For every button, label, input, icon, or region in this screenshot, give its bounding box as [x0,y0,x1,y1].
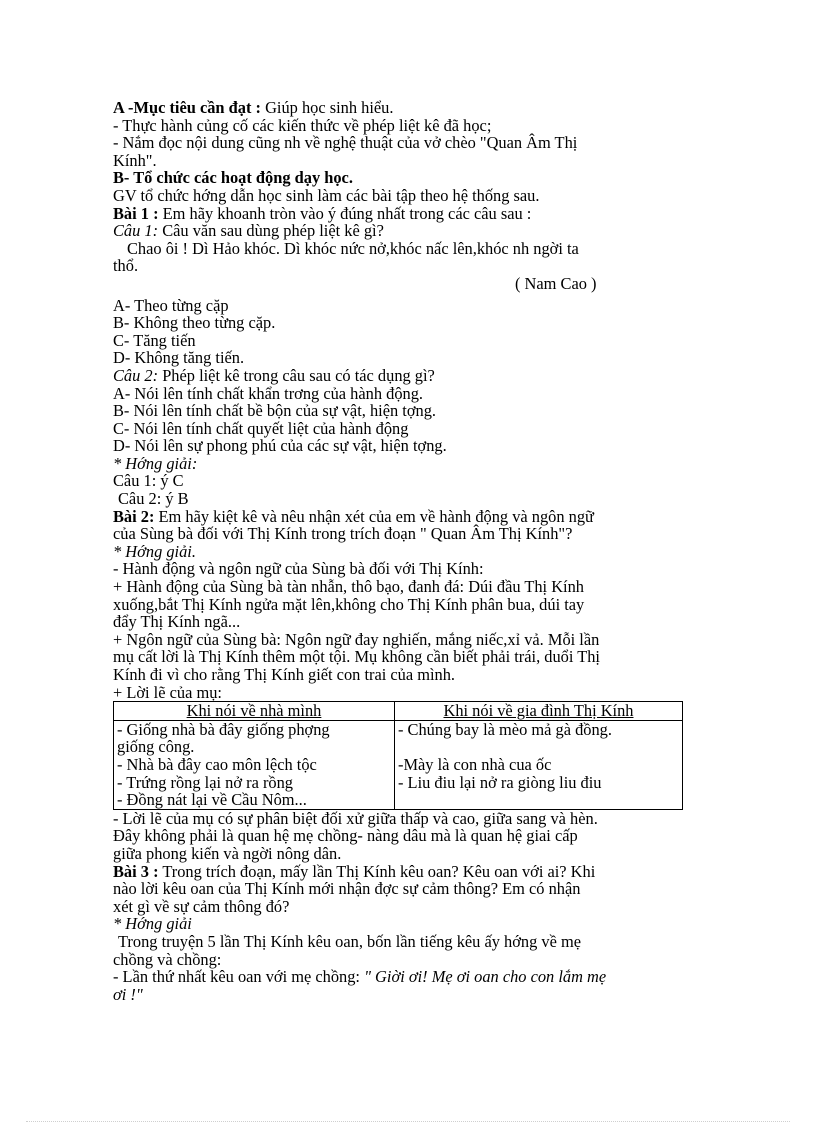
quote-line: Chao ôi ! Dì Hảo khóc. Dì khóc nức nở,khóc nấc lên,khóc nh ngời ta [127,238,579,258]
option-line: A- Theo từng cặp [113,295,229,315]
cell-line: - Liu điu lại nở ra giòng liu điu [398,772,602,792]
guide-label: * Hớng giải: [113,453,198,473]
bai1-line [113,205,683,223]
body-line: Trong truyện 5 lần Thị Kính kêu oan, bốn lần tiếng kêu ấy hớng về mẹ [118,931,581,951]
guide-label: * Hớng giải. [113,541,196,561]
option-line: A- Nói lên tính chất khẩn trơng của hành động. [113,383,423,403]
option-line: C- Nói lên tính chất quyết liệt của hành động [113,418,409,438]
option-line: B- Nói lên tính chất bề bộn của sự vật, hiện tợng. [113,401,436,421]
body-line: đẩy Thị Kính ngã... [113,612,241,632]
cell-line [398,791,679,809]
section-a-item: - Nắm đọc nội dung cũng nh về nghệ thuật của vở chèo "Quan Âm Thị [113,133,578,153]
cau2-line [113,367,683,385]
bai2-label: Bài 2: [113,506,155,526]
conclusion-line: Đây không phải là quan hệ mẹ chồng- nàng dâu mà là quan hệ giai cấp [113,826,578,846]
body-line: + Lời lẽ của mụ: [113,682,222,702]
last-quote: ơi !" [113,984,143,1004]
cau1-text: Câu văn sau dùng phép liệt kê gì? [162,221,384,241]
cell-line [398,738,679,756]
conclusion-line: - Lời lẽ của mụ có sự phân biệt đối xử giữa thấp và cao, giữa sang và hèn. [113,808,598,828]
document-page [113,99,683,1003]
last-quote: " Giời ơi! Mẹ ơi oan cho con lắm mẹ [364,967,607,987]
bai3-prompt: nào lời kêu oan của Thị Kính mới nhận đợc sự cảm thông? Em có nhận [113,879,581,899]
cau1-label: Câu 1: [113,221,159,241]
table-cell-home [114,720,395,809]
bai3-prompt: xét gì về sự cảm thông đó? [113,896,290,916]
section-b-intro: GV tổ chức hớng dẫn học sinh làm các bài tập theo hệ thống sau. [113,185,540,205]
section-a-intro: Giúp học sinh hiểu. [265,98,394,117]
section-a-line [113,99,683,117]
last-prefix: - Lần thứ nhất kêu oan với mẹ chồng: [113,967,360,987]
cau2-text: Phép liệt kê trong câu sau có tác dụng gì? [162,365,435,385]
table-row [114,720,683,809]
guide-label: * Hớng giải [113,914,192,934]
section-a-heading: A -Mục tiêu cần đạt : [113,98,261,117]
table-header-cell: Khi nói về nhà mình [114,702,395,721]
cell-line: - Giống nhà bà đây giống phợng [117,719,330,739]
table-header-row [114,702,683,721]
bai3-label: Bài 3 : [113,861,159,881]
body-line: + Ngôn ngữ của Sùng bà: Ngôn ngữ đay nghiến, mắng niếc,xỉ vả. Mỗi lần [113,629,600,649]
table-cell-family [395,720,683,809]
bai2-line [113,508,683,526]
conclusion-line: giữa phong kiến và ngời nông dân. [113,843,342,863]
comparison-table [113,701,683,810]
answer-line: Câu 1: ý C [113,471,184,491]
cell-line: -Mày là con nhà cua ốc [398,754,552,774]
table-header-cell: Khi nói về gia đình Thị Kính [395,702,683,721]
quote-line: thổ. [113,256,139,276]
bai1-prompt: Em hãy khoanh tròn vào ý đúng nhất trong các câu sau : [162,203,532,223]
bai3-line [113,863,683,881]
body-line: xuống,bắt Thị Kính ngửa mặt lên,không cho Thị Kính phân bua, dúi tay [113,594,585,614]
option-line: D- Không tăng tiến. [113,348,245,368]
bai2-prompt: của Sùng bà đối với Thị Kính trong trích đoạn " Quan Âm Thị Kính"? [113,524,573,544]
body-line: chồng và chồng: [113,949,222,969]
bai2-prompt: Em hãy kiệt kê và nêu nhận xét của em về hành động và ngôn ngữ [158,506,594,526]
body-line: + Hành động của Sùng bà tàn nhẫn, thô bạo, đanh đá: Dúi đầu Thị Kính [113,577,584,597]
bai3-prompt: Trong trích đoạn, mấy lần Thị Kính kêu oan? Kêu oan với ai? Khi [162,861,596,881]
bai1-label: Bài 1 : [113,203,159,223]
cell-line: - Chúng bay là mèo mả gà đồng. [398,719,612,739]
body-line: mụ cất lời là Thị Kính thêm một tội. Mụ không cần biết phải trái, duổi Thị [113,647,600,667]
section-b-heading: B- Tổ chức các hoạt động dạy học. [113,168,353,188]
section-a-item: Kính". [113,150,157,170]
quote-source: ( Nam Cao ) [515,273,597,293]
cau1-line [113,222,683,240]
cell-line: - Trứng rồng lại nở ra rồng [117,772,293,792]
cell-line: - Đồng nát lại về Cầu Nôm... [117,790,307,810]
option-line: D- Nói lên sự phong phú của các sự vật, hiện tợng. [113,436,447,456]
body-line: Kính đi vì cho rằng Thị Kính giết con trai của mình. [113,665,456,684]
cell-line: giống công. [117,737,195,757]
option-line: B- Không theo từng cặp. [113,313,276,333]
option-line: C- Tăng tiến [113,330,196,350]
cell-line: - Nhà bà đây cao môn lệch tộc [117,754,317,774]
last-line [113,968,683,986]
section-a-item: - Thực hành củng cố các kiến thức về phép liệt kê đã học; [113,115,492,135]
cau2-label: Câu 2: [113,365,159,385]
page-bottom-rule [26,1121,790,1122]
answer-line: Câu 2: ý B [118,489,189,509]
body-line: - Hành động và ngôn ngữ của Sùng bà đối với Thị Kính: [113,559,484,579]
